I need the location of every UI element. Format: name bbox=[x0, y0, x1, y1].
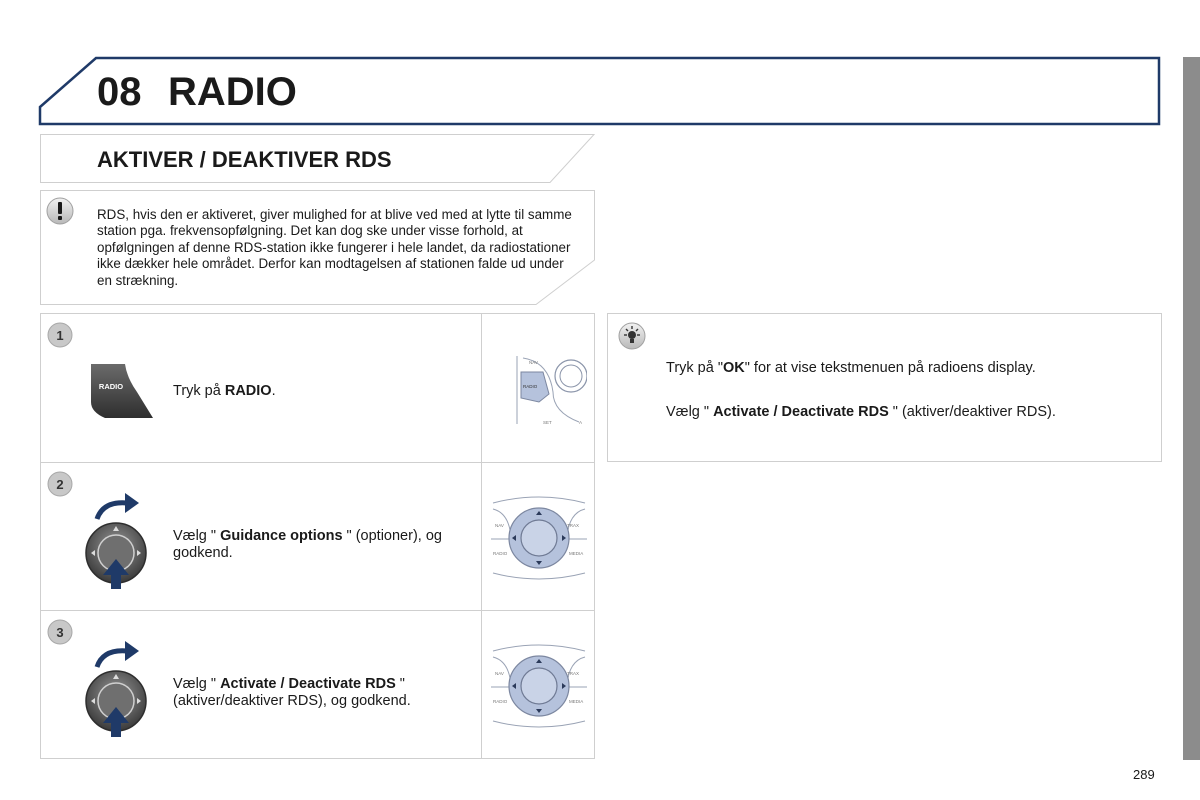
instruction-keyword: Activate / Deactivate RDS bbox=[220, 676, 396, 692]
step-2 bbox=[41, 463, 594, 610]
tip-text: " (aktiver/deaktiver RDS). bbox=[888, 404, 1056, 420]
control-panel-illustration bbox=[489, 641, 589, 731]
instruction-text: " (aktiver/deaktiver RDS), og godkend. bbox=[173, 676, 411, 709]
exclamation-icon bbox=[46, 197, 74, 225]
section-title: AKTIVER / DEAKTIVER RDS bbox=[97, 147, 392, 172]
step-number-badge bbox=[47, 322, 73, 348]
instruction-text: Vælg " bbox=[173, 676, 221, 692]
panel-label: TRAX bbox=[567, 671, 580, 676]
panel-label: NAV bbox=[529, 360, 538, 365]
chapter-number: 08 bbox=[97, 70, 142, 114]
instruction-keyword: RADIO bbox=[224, 383, 272, 399]
tip-keyword: OK bbox=[722, 360, 745, 376]
instruction-keyword: Guidance options bbox=[220, 528, 343, 544]
instruction-text: Vælg " bbox=[173, 528, 221, 544]
control-panel-illustration bbox=[489, 493, 589, 583]
tip-box bbox=[607, 313, 1162, 462]
chapter-side-tab bbox=[1183, 57, 1200, 760]
radio-button-icon bbox=[87, 362, 155, 422]
step-1 bbox=[41, 314, 594, 462]
panel-label: SET bbox=[543, 420, 552, 425]
rotary-knob-icon bbox=[83, 491, 153, 591]
panel-label: A bbox=[579, 420, 583, 425]
panel-label: NAV bbox=[495, 523, 504, 528]
panel-label: RADIO bbox=[493, 699, 508, 704]
panel-label: RADIO bbox=[493, 551, 508, 556]
instruction-text: Tryk på bbox=[173, 383, 225, 399]
panel-label: MEDIA bbox=[569, 699, 584, 704]
step-number: 2 bbox=[56, 477, 64, 492]
step-instruction bbox=[173, 383, 453, 400]
panel-label: NAV bbox=[495, 671, 504, 676]
radio-panel-illustration bbox=[509, 352, 587, 432]
tip-text: Vælg " bbox=[666, 404, 714, 420]
steps-table bbox=[40, 313, 595, 759]
instruction-text: . bbox=[271, 383, 276, 399]
step-number-badge bbox=[47, 619, 73, 645]
warning-text: RDS, hvis den er aktiveret, giver mulighed for at blive ved med at lytte til samme station pga. frekvensopfølgning. Det kan dog ske under visse forhold, at opfølgningen af denne RDS-station ikke fungerer i hele landet, da radiostationer ikke dækker hele området. Derfor kan modtagelsen af stationen falde ud under en strækning. bbox=[97, 207, 572, 288]
step-instruction bbox=[173, 528, 463, 561]
panel-label: MEDIA bbox=[569, 551, 584, 556]
tip-keyword: Activate / Deactivate RDS bbox=[713, 404, 889, 420]
rotary-knob-icon bbox=[83, 639, 153, 739]
panel-label: TRAX bbox=[567, 523, 580, 528]
panel-label: RADIO bbox=[523, 384, 538, 389]
tip-text: " for at vise tekstmenuen på radioens display. bbox=[744, 360, 1036, 376]
tip-line-1 bbox=[666, 360, 1146, 377]
step-instruction bbox=[173, 676, 463, 709]
lightbulb-icon bbox=[618, 322, 646, 350]
step-number: 1 bbox=[56, 328, 64, 343]
step-3 bbox=[41, 611, 594, 758]
page-number: 289 bbox=[1133, 767, 1155, 782]
chapter-title: RADIO bbox=[168, 70, 297, 114]
radio-button-label: RADIO bbox=[98, 382, 124, 391]
step-number: 3 bbox=[56, 625, 64, 640]
tip-text: Tryk på " bbox=[666, 360, 723, 376]
instruction-text: " (optioner), og godkend. bbox=[173, 528, 442, 561]
step-number-badge bbox=[47, 471, 73, 497]
tip-line-2 bbox=[666, 404, 1146, 421]
